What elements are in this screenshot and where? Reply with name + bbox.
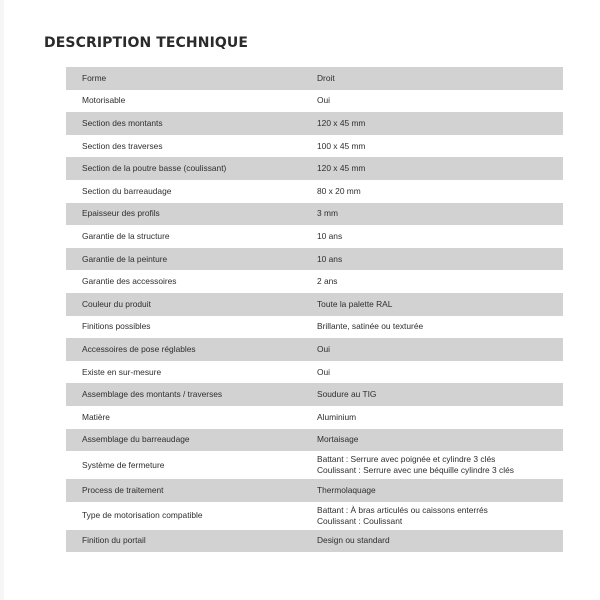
spec-value — [302, 429, 563, 452]
spec-label: Section des traverses — [66, 135, 302, 158]
spec-row — [66, 67, 563, 90]
spec-label: Système de fermeture — [66, 451, 302, 479]
spec-value-line: Coulissant : Serrure avec une béquille cylindre 3 clés — [317, 465, 514, 476]
spec-value — [302, 248, 563, 271]
spec-value — [302, 157, 563, 180]
spec-row — [66, 225, 563, 248]
spec-label: Section de la poutre basse (coulissant) — [66, 157, 302, 180]
spec-row — [66, 293, 563, 316]
spec-value — [302, 225, 563, 248]
spec-label: Epaisseur des profils — [66, 203, 302, 226]
spec-value-line: 10 ans — [317, 230, 343, 241]
spec-value — [302, 90, 563, 113]
spec-row — [66, 530, 563, 553]
spec-value — [302, 338, 563, 361]
spec-value-line: Mortaisage — [317, 434, 359, 445]
spec-row — [66, 248, 563, 271]
spec-table — [66, 67, 563, 552]
spec-value-line: Toute la palette RAL — [317, 298, 393, 309]
spec-value — [302, 530, 563, 553]
spec-row — [66, 429, 563, 452]
spec-value — [302, 293, 563, 316]
spec-row — [66, 383, 563, 406]
spec-label: Type de motorisation compatible — [66, 502, 302, 530]
spec-label: Matière — [66, 406, 302, 429]
spec-label: Forme — [66, 67, 302, 90]
spec-label: Section des montants — [66, 112, 302, 135]
spec-label: Garantie de la peinture — [66, 248, 302, 271]
spec-row — [66, 203, 563, 226]
page-edge — [0, 0, 4, 600]
spec-row — [66, 502, 563, 530]
page-title: DESCRIPTION TECHNIQUE — [44, 35, 249, 51]
spec-label: Finitions possibles — [66, 316, 302, 339]
spec-value-line: 100 x 45 mm — [317, 140, 366, 151]
spec-label: Existe en sur-mesure — [66, 361, 302, 384]
spec-value-line: Soudure au TIG — [317, 389, 377, 400]
spec-value-line: 120 x 45 mm — [317, 163, 366, 174]
spec-label: Finition du portail — [66, 530, 302, 553]
spec-row — [66, 135, 563, 158]
spec-label: Assemblage du barreaudage — [66, 429, 302, 452]
spec-row — [66, 338, 563, 361]
spec-row — [66, 90, 563, 113]
spec-value — [302, 67, 563, 90]
spec-value-line: Oui — [317, 366, 331, 377]
spec-label: Motorisable — [66, 90, 302, 113]
spec-label: Section du barreaudage — [66, 180, 302, 203]
spec-value — [302, 135, 563, 158]
spec-row — [66, 406, 563, 429]
spec-value-line: 2 ans — [317, 276, 338, 287]
spec-row — [66, 451, 563, 479]
spec-value — [302, 502, 563, 530]
spec-value-line: Battant : À bras articulés ou caissons enterrés — [317, 504, 488, 515]
spec-value — [302, 406, 563, 429]
spec-row — [66, 479, 563, 502]
spec-row — [66, 361, 563, 384]
spec-value — [302, 479, 563, 502]
spec-value — [302, 383, 563, 406]
spec-row — [66, 270, 563, 293]
spec-row — [66, 316, 563, 339]
spec-value-line: 120 x 45 mm — [317, 117, 366, 128]
spec-value-line: Aluminium — [317, 411, 357, 422]
spec-row — [66, 157, 563, 180]
spec-value-line: Thermolaquage — [317, 484, 376, 495]
spec-label: Couleur du produit — [66, 293, 302, 316]
spec-value-line: Droit — [317, 72, 335, 83]
spec-label: Process de traitement — [66, 479, 302, 502]
spec-row — [66, 112, 563, 135]
spec-value — [302, 316, 563, 339]
spec-value-line: Coulissant : Coulissant — [317, 515, 403, 526]
spec-value-line: 80 x 20 mm — [317, 185, 361, 196]
spec-label: Garantie de la structure — [66, 225, 302, 248]
spec-value-line: Oui — [317, 95, 331, 106]
spec-value-line: Brillante, satinée ou texturée — [317, 321, 424, 332]
spec-value — [302, 270, 563, 293]
spec-value — [302, 112, 563, 135]
spec-value — [302, 451, 563, 479]
spec-value-line: 10 ans — [317, 253, 343, 264]
spec-value-line: Design ou standard — [317, 535, 390, 546]
spec-row — [66, 180, 563, 203]
spec-value — [302, 361, 563, 384]
spec-table-body — [66, 67, 563, 552]
spec-label: Garantie des accessoires — [66, 270, 302, 293]
spec-value-line: Oui — [317, 343, 331, 354]
spec-value — [302, 203, 563, 226]
spec-value-line: Battant : Serrure avec poignée et cylindre 3 clés — [317, 454, 496, 465]
spec-value-line: 3 mm — [317, 208, 338, 219]
spec-value — [302, 180, 563, 203]
spec-label: Assemblage des montants / traverses — [66, 383, 302, 406]
spec-label: Accessoires de pose réglables — [66, 338, 302, 361]
